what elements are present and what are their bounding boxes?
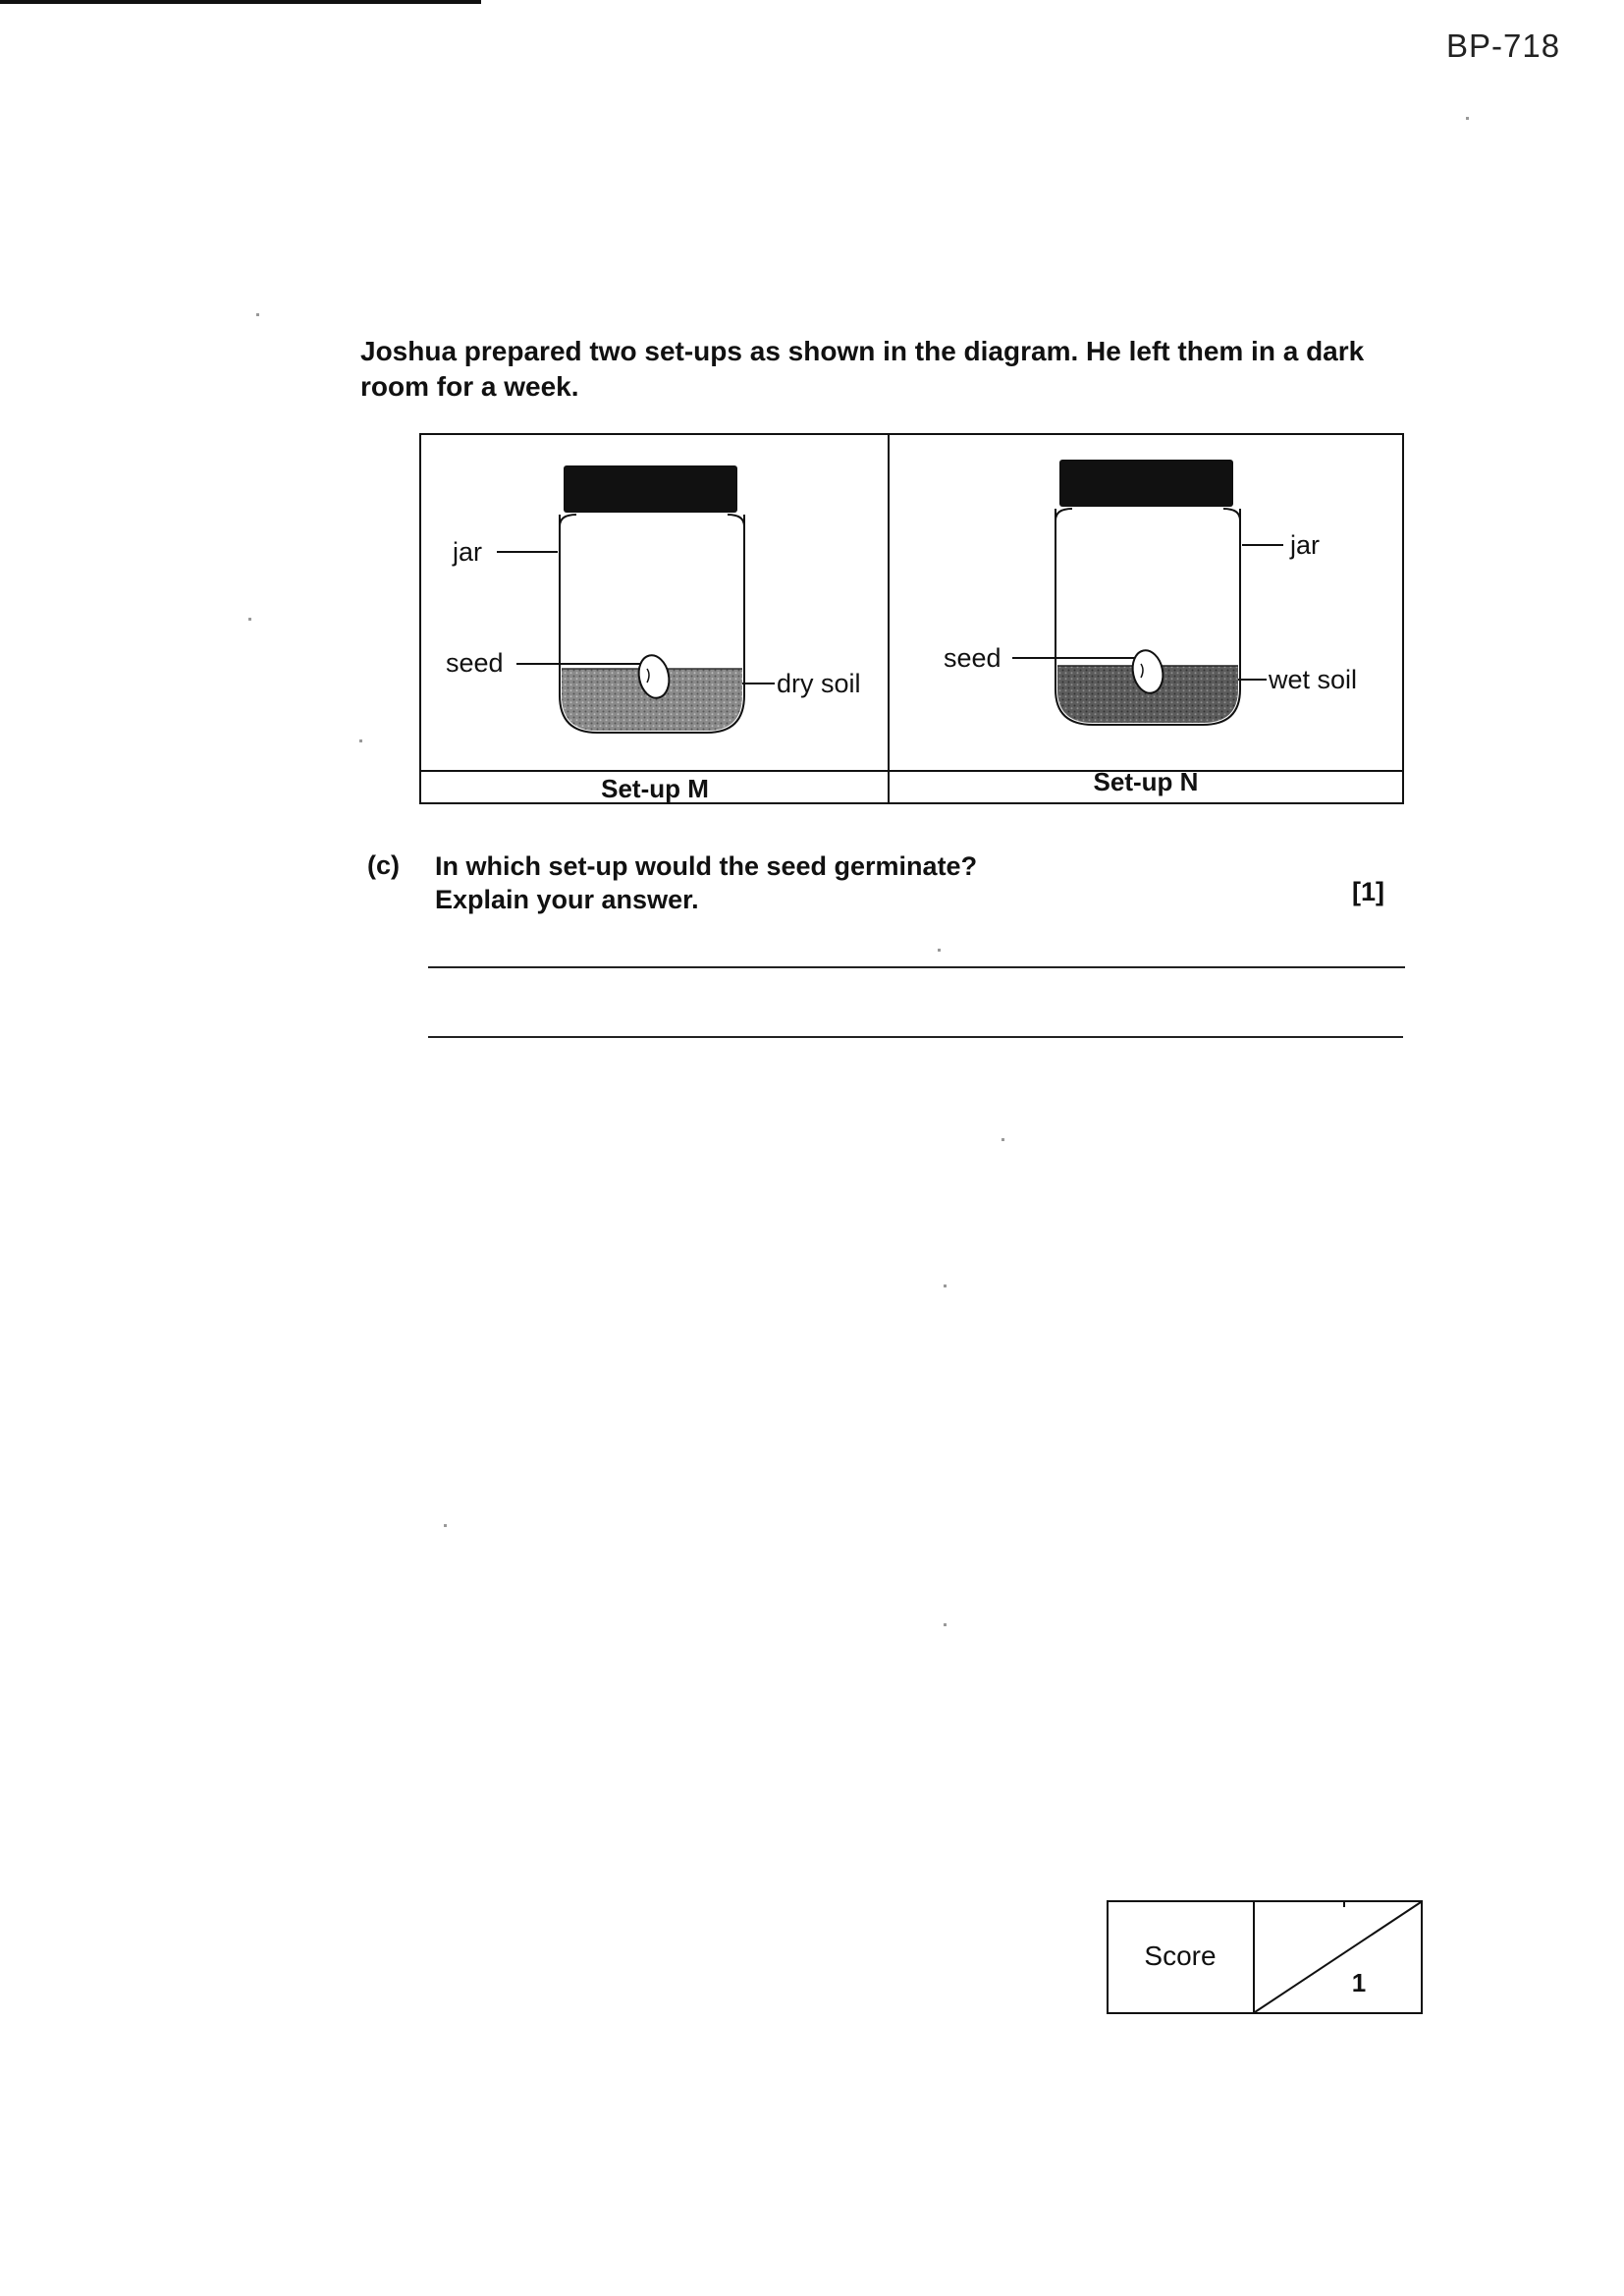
score-diagonal <box>1255 1902 1421 2012</box>
scan-speck <box>444 1524 447 1527</box>
caption-setup-n: Set-up N <box>1093 767 1199 796</box>
scan-speck <box>938 949 941 952</box>
caption-setup-m: Set-up M <box>601 774 709 803</box>
question-prompt-line2: Explain your answer. <box>435 884 699 914</box>
scan-speck <box>256 313 259 316</box>
setup-n <box>944 460 1357 796</box>
jar-lid-m <box>564 465 737 513</box>
question-intro: Joshua prepared two set-ups as shown in the diagram. He left them in a dark room for a week. <box>360 336 1365 402</box>
scan-speck <box>248 618 251 621</box>
question-prompt-line1: In which set-up would the seed germinate? <box>435 851 978 881</box>
seed-label-m: seed <box>446 648 504 678</box>
diagram-setups <box>419 433 1405 806</box>
scan-speck <box>944 1285 947 1287</box>
jar-label-m: jar <box>453 537 483 567</box>
top-rule <box>0 0 481 4</box>
score-total: 1 <box>1351 1968 1367 1997</box>
question-part-label: (c) <box>367 850 400 880</box>
scan-speck <box>1001 1138 1004 1141</box>
question-marks: [1] <box>1352 877 1384 906</box>
jar-lid-n <box>1059 460 1233 507</box>
answer-line-2[interactable] <box>428 1036 1403 1038</box>
jar-label-n: jar <box>1290 530 1321 560</box>
scan-speck <box>1466 117 1469 120</box>
soil-label-m: dry soil <box>777 669 861 698</box>
seed-label-n: seed <box>944 643 1001 673</box>
soil-label-n: wet soil <box>1269 665 1358 694</box>
page-code: BP-718 <box>1446 27 1561 64</box>
setup-m <box>446 465 861 803</box>
score-label: Score <box>1144 1941 1217 1971</box>
question-prompt <box>435 850 1220 917</box>
scan-speck <box>944 1623 947 1626</box>
scan-speck <box>359 739 362 742</box>
score-box <box>1107 1899 1424 2015</box>
answer-line-1[interactable] <box>428 966 1405 968</box>
